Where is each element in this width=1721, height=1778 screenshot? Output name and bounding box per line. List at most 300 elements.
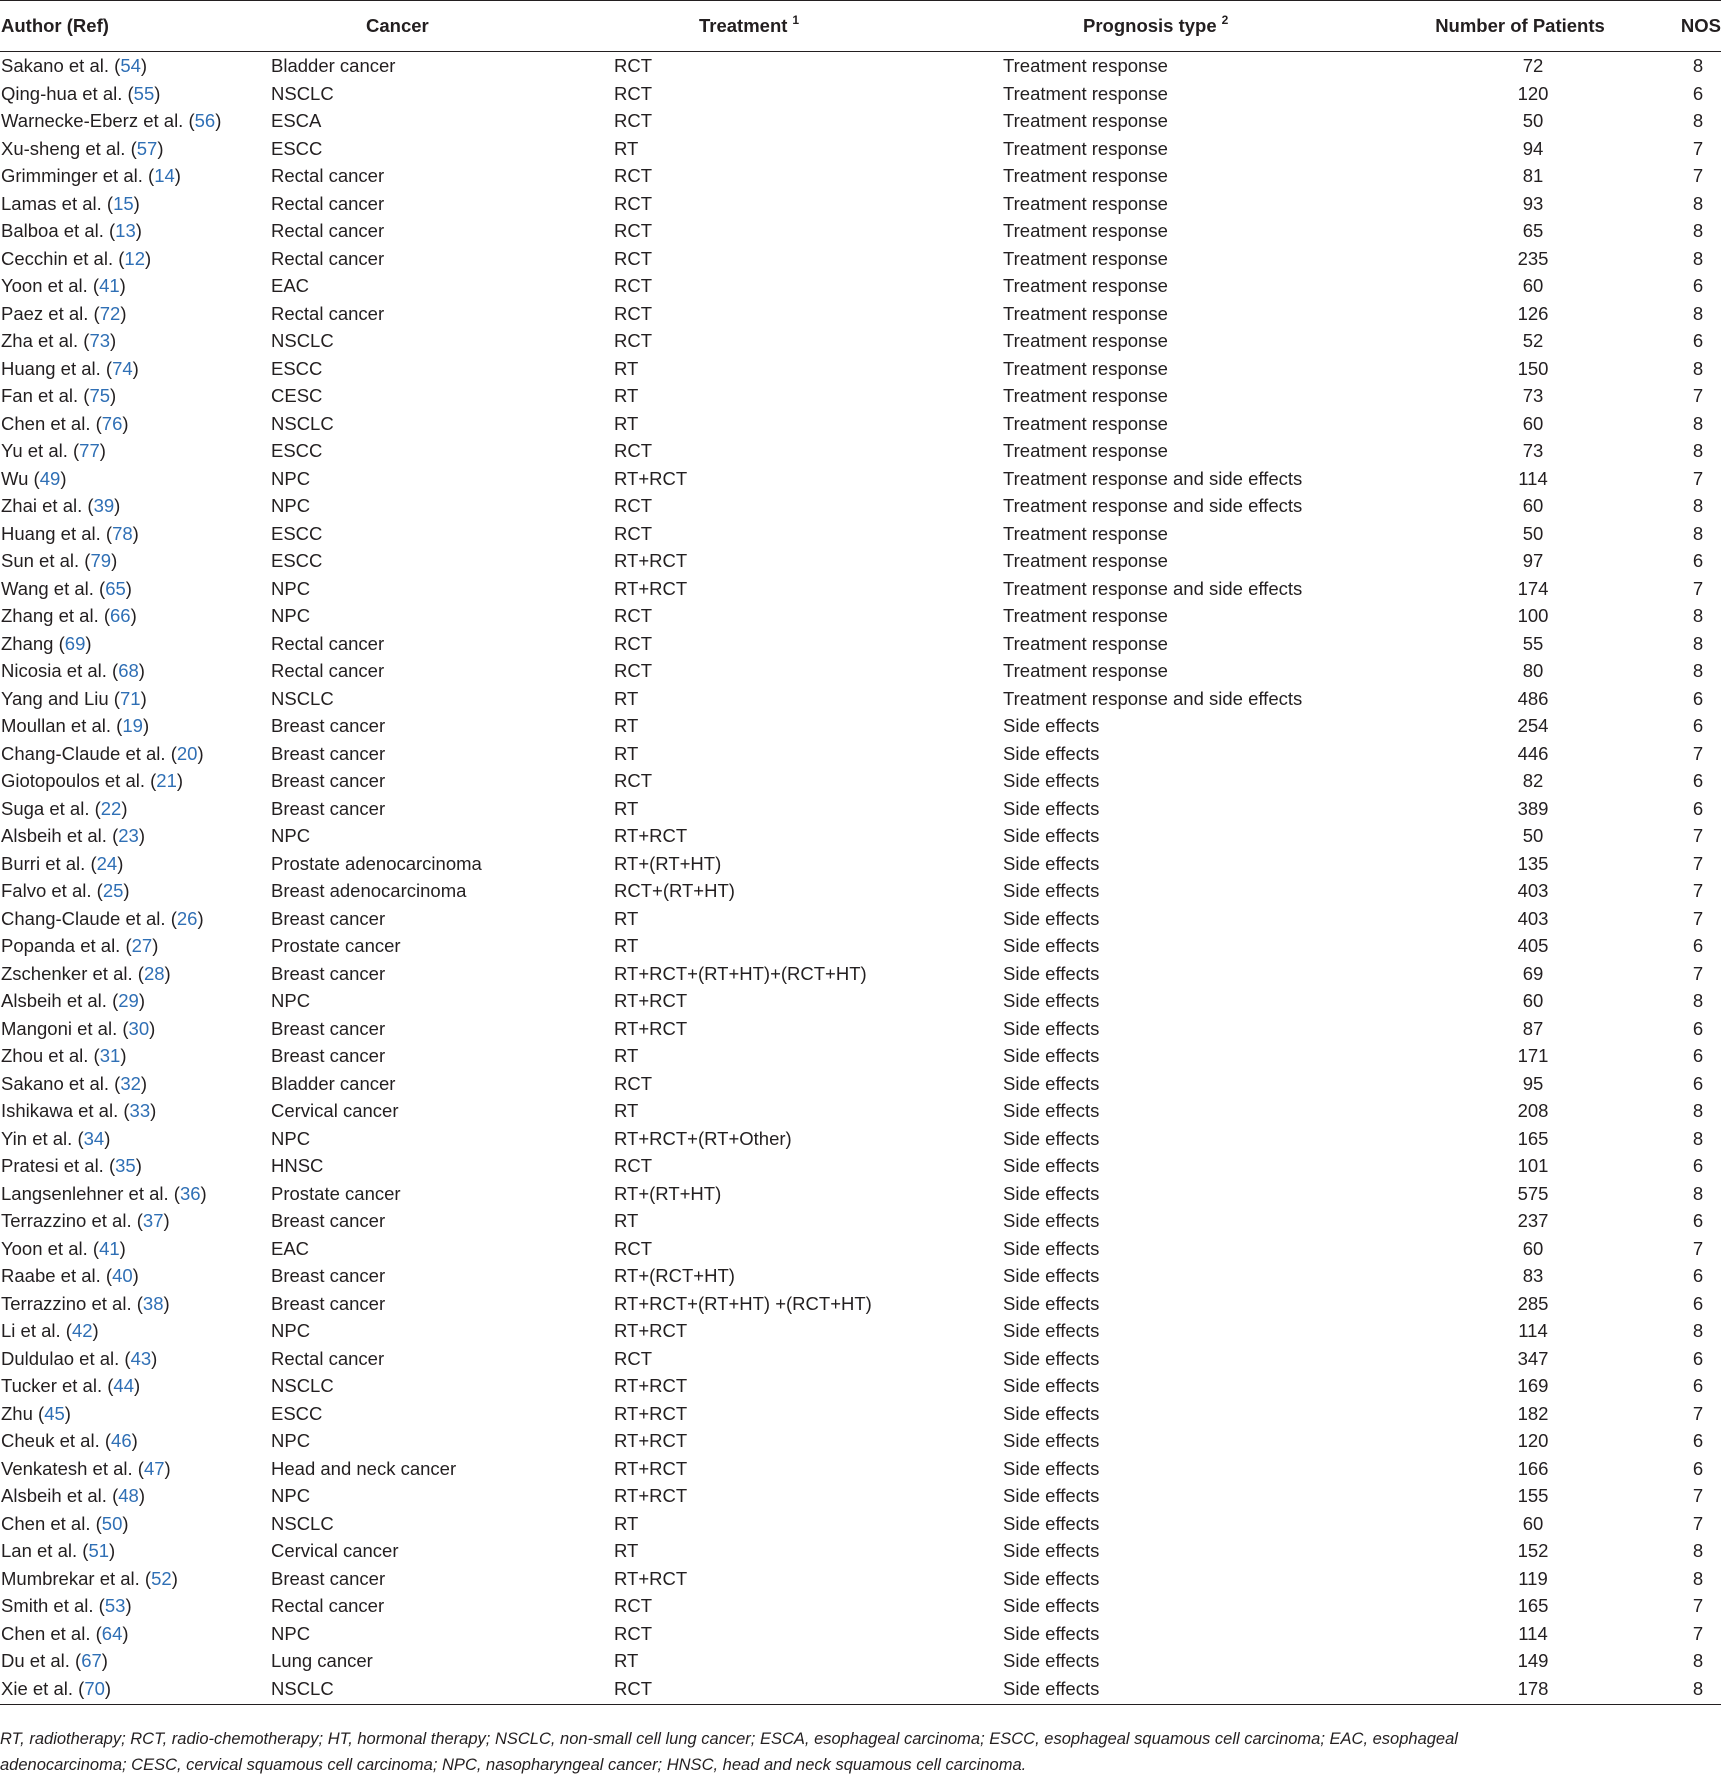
treatment-cell: RCT (614, 55, 653, 76)
reference-link[interactable]: 51 (88, 1540, 110, 1561)
table-row (0, 327, 1721, 355)
nos-score-cell: 7 (1692, 825, 1704, 846)
author-name: Zhu (1, 1402, 33, 1424)
author-name: Raabe et al. (1, 1265, 101, 1286)
prognosis-type-cell: Side effects (1003, 1457, 1100, 1479)
author-cell: Yu et al. (77) (1, 440, 106, 461)
treatment-cell: RCT (614, 1072, 653, 1094)
reference-link[interactable]: 34 (83, 1127, 105, 1149)
author-cell: Ishikawa et al. (33) (1, 1100, 157, 1121)
patients-count-cell: 135 (1517, 852, 1549, 874)
author-name: Zhai et al. (1, 495, 83, 516)
author-cell: Alsbeih et al. (23) (1, 825, 145, 846)
reference-link[interactable]: 79 (90, 550, 112, 571)
cancer-cell: NPC (271, 1127, 311, 1149)
treatment-cell: RT+RCT (614, 1375, 688, 1396)
nos-score-cell: 6 (1692, 935, 1704, 956)
author-name: Yu et al. (1, 440, 68, 461)
cancer-cell: Rectal cancer (271, 220, 385, 241)
patients-count-cell: 171 (1517, 1045, 1549, 1066)
cancer-cell: ESCC (271, 440, 323, 461)
prognosis-type-cell: Side effects (1003, 715, 1100, 736)
nos-score-cell: 8 (1692, 522, 1704, 544)
prognosis-type-cell: Side effects (1003, 1155, 1100, 1176)
nos-score-cell: 7 (1692, 742, 1704, 764)
patients-count-cell: 120 (1517, 82, 1549, 104)
reference-link[interactable]: 24 (96, 852, 118, 874)
cancer-cell: Rectal cancer (271, 1595, 385, 1616)
patients-count-cell: 166 (1517, 1457, 1549, 1479)
author-name: Paez et al. (1, 302, 89, 324)
treatment-footnote-marker: 1 (792, 13, 800, 27)
patients-count-cell: 101 (1517, 1155, 1549, 1176)
author-cell: Warnecke-Eberz et al. (56) (1, 110, 222, 131)
author-name: Falvo et al. (1, 880, 92, 901)
table-row (0, 135, 1721, 163)
nos-score-cell: 8 (1692, 1650, 1704, 1671)
patients-count-cell: 94 (1522, 137, 1544, 159)
author-cell: Smith et al. (53) (1, 1595, 132, 1616)
nos-score-cell: 8 (1692, 660, 1704, 681)
cancer-cell: EAC (271, 275, 310, 296)
author-name: Sakano et al. (1, 1072, 109, 1094)
reference-link[interactable]: 40 (112, 1265, 133, 1286)
author-name: Yoon et al. (1, 275, 88, 296)
table-row (0, 382, 1721, 410)
patients-count-cell: 155 (1517, 1485, 1549, 1506)
cancer-cell: ESCC (271, 137, 323, 159)
nos-score-cell: 7 (1692, 962, 1704, 984)
patients-count-cell: 486 (1517, 687, 1549, 709)
author-cell: Langsenlehner et al. (36) (1, 1182, 207, 1204)
author-cell: Terrazzino et al. (37) (1, 1210, 170, 1231)
prognosis-type-cell: Side effects (1003, 1622, 1100, 1644)
cancer-cell: ESCC (271, 357, 323, 379)
nos-score-cell: 7 (1692, 1595, 1704, 1616)
prognosis-type-cell: Treatment response (1003, 275, 1168, 296)
treatment-cell: RT (614, 1540, 639, 1561)
cancer-cell: Breast cancer (271, 715, 386, 736)
prognosis-type-cell: Side effects (1003, 1292, 1100, 1314)
table-row (0, 272, 1721, 300)
reference-link[interactable]: 54 (120, 55, 141, 76)
treatment-cell: RCT (614, 770, 653, 791)
cancer-cell: Prostate cancer (271, 935, 401, 956)
table-row (0, 190, 1721, 218)
author-cell: Xie et al. (70) (0, 1675, 271, 1705)
patients-count-cell: 182 (1517, 1402, 1549, 1424)
reference-link[interactable]: 37 (142, 1210, 164, 1231)
patients-count-cell: 65 (1522, 220, 1544, 241)
cancer-cell: Breast cancer (271, 907, 386, 929)
patients-count-cell: 52 (1522, 330, 1544, 351)
reference-link[interactable]: 48 (118, 1485, 139, 1506)
prognosis-type-cell: Side effects (1003, 1100, 1100, 1121)
cancer-cell: Rectal cancer (271, 660, 385, 681)
prognosis-type-cell: Side effects (1003, 852, 1100, 874)
author-name: Alsbeih et al. (1, 825, 107, 846)
author-cell: Zha et al. (73) (1, 330, 117, 351)
reference-link[interactable]: 14 (154, 165, 175, 186)
reference-link[interactable]: 43 (130, 1347, 152, 1369)
author-cell: Zhang (69) (1, 632, 92, 654)
header-prognosis-type: Prognosis type $^2$ (1003, 1, 1425, 52)
prognosis-type-cell: Side effects (1003, 1072, 1100, 1094)
prognosis-type-cell: Treatment response and side effects (1003, 687, 1303, 709)
cancer-cell: NPC (271, 605, 311, 626)
author-name: Ishikawa et al. (1, 1100, 119, 1121)
author-name: Zha et al. (1, 330, 79, 351)
cancer-cell: NSCLC (271, 1375, 334, 1396)
patients-count-cell: 50 (1522, 825, 1544, 846)
author-name: Cheuk et al. (1, 1430, 100, 1451)
reference-link[interactable]: 28 (143, 962, 165, 984)
author-name: Mumbrekar et al. (1, 1567, 140, 1589)
treatment-cell: RCT (614, 605, 653, 626)
author-cell: Lamas et al. (15) (1, 192, 140, 214)
treatment-cell: RCT (614, 110, 653, 131)
prognosis-type-cell: Treatment response and side effects (1003, 495, 1303, 516)
author-name: Xie et al. (1, 1678, 73, 1700)
author-name: Du et al. (1, 1650, 70, 1671)
author-name: Giotopoulos et al. (1, 770, 145, 791)
table-row (0, 547, 1721, 575)
author-name: Qing-hua et al. (1, 82, 123, 104)
cancer-cell: EAC (271, 1237, 310, 1259)
author-cell: Lan et al. (51) (1, 1540, 116, 1561)
table-row (0, 1510, 1721, 1538)
prognosis-type-cell: Treatment response (1003, 82, 1168, 104)
table-row (0, 300, 1721, 328)
prognosis-type-cell: Side effects (1003, 1402, 1100, 1424)
reference-link[interactable]: 70 (84, 1678, 105, 1700)
patients-count-cell: 208 (1517, 1100, 1549, 1121)
reference-link[interactable]: 53 (104, 1595, 126, 1616)
prognosis-type-cell: Treatment response (1003, 550, 1168, 571)
reference-link[interactable]: 46 (111, 1430, 132, 1451)
reference-link[interactable]: 57 (136, 137, 158, 159)
author-name: Xu-sheng et al. (1, 137, 126, 159)
reference-link[interactable]: 66 (110, 605, 131, 626)
author-cell: Pratesi et al. (35) (1, 1155, 142, 1176)
nos-score-cell: 8 (1692, 440, 1704, 461)
patients-count-cell: 73 (1522, 440, 1544, 461)
nos-score-cell: 6 (1692, 1347, 1704, 1369)
treatment-cell: RCT (614, 247, 653, 269)
author-cell: Sakano et al. (54) (1, 55, 148, 76)
reference-link[interactable]: 65 (105, 577, 126, 599)
reference-link[interactable]: 45 (44, 1402, 65, 1424)
patients-count-cell: 95 (1522, 1072, 1544, 1094)
nos-score-cell: 8 (1692, 55, 1704, 76)
reference-link[interactable]: 19 (122, 715, 143, 736)
table-row (0, 987, 1721, 1015)
nos-score-cell: 7 (1692, 1622, 1704, 1644)
treatment-cell: RT (614, 715, 639, 736)
prognosis-type-cell: Side effects (1003, 1512, 1100, 1534)
patients-count-cell: 73 (1522, 385, 1544, 406)
cancer-cell: Cervical cancer (271, 1540, 399, 1561)
nos-score-cell: 6 (1692, 1375, 1704, 1396)
table-row (0, 795, 1721, 823)
treatment-cell: RT (614, 1650, 639, 1671)
reference-link[interactable]: 22 (100, 797, 122, 819)
table-row (0, 575, 1721, 603)
author-cell: Mumbrekar et al. (52) (1, 1567, 178, 1589)
nos-score-cell: 8 (1692, 412, 1704, 434)
treatment-cell: RCT (614, 165, 653, 186)
author-cell: Alsbeih et al. (29) (1, 990, 145, 1011)
reference-link[interactable]: 56 (194, 110, 216, 131)
prognosis-type-cell: Side effects (1003, 1375, 1100, 1396)
patients-count-cell: 149 (1517, 1650, 1549, 1671)
author-name: Alsbeih et al. (1, 1485, 107, 1506)
table-row (0, 657, 1721, 685)
reference-link[interactable]: 29 (118, 990, 139, 1011)
cancer-cell: NPC (271, 495, 311, 516)
prognosis-type-cell: Side effects (1003, 1320, 1100, 1341)
cancer-cell: Breast cancer (271, 742, 386, 764)
cancer-cell: NSCLC (271, 330, 334, 351)
author-cell: Huang et al. (74) (1, 357, 139, 379)
patients-count-cell: 60 (1522, 275, 1544, 296)
patients-count-cell: 100 (1517, 605, 1549, 626)
table-header (0, 1, 1721, 52)
patients-count-cell: 87 (1522, 1017, 1544, 1039)
patients-count-cell: 60 (1522, 495, 1544, 516)
reference-link[interactable]: 73 (89, 330, 111, 351)
treatment-cell: RT+RCT (614, 467, 688, 489)
author-name: Zhang et al. (1, 605, 99, 626)
reference-link[interactable]: 49 (39, 467, 61, 489)
reference-link[interactable]: 64 (101, 1622, 123, 1644)
author-name: Zschenker et al. (1, 962, 133, 984)
reference-link[interactable]: 23 (118, 825, 139, 846)
reference-link[interactable]: 55 (133, 82, 155, 104)
reference-link[interactable]: 76 (101, 412, 123, 434)
reference-link[interactable]: 30 (128, 1017, 150, 1039)
patients-count-cell: 97 (1522, 550, 1544, 571)
reference-link[interactable]: 44 (113, 1375, 134, 1396)
treatment-cell: RT+RCT (614, 1320, 688, 1341)
prognosis-type-cell: Side effects (1003, 1127, 1100, 1149)
prognosis-type-cell: Side effects (1003, 1675, 1425, 1705)
author-name: Cecchin et al. (1, 247, 114, 269)
reference-link[interactable]: 31 (99, 1045, 121, 1066)
treatment-cell: RT+(RT+HT) (614, 852, 722, 874)
author-cell: Wu (49) (1, 467, 67, 489)
nos-score-cell: 8 (1615, 1675, 1721, 1705)
reference-link[interactable]: 38 (142, 1292, 164, 1314)
patients-count-cell: 114 (1518, 1320, 1548, 1341)
cancer-cell: NPC (271, 1430, 311, 1451)
table-row (0, 960, 1721, 988)
table-row (0, 1015, 1721, 1043)
reference-link[interactable]: 74 (112, 357, 133, 379)
reference-link[interactable]: 26 (176, 907, 198, 929)
treatment-cell: RT (614, 907, 639, 929)
cancer-cell: Breast cancer (271, 962, 386, 984)
cancer-cell: Breast cancer (271, 1265, 386, 1286)
reference-link[interactable]: 41 (99, 275, 120, 296)
author-cell: Burri et al. (24) (1, 852, 124, 874)
cancer-cell: NPC (271, 577, 311, 599)
prognosis-type-cell: Side effects (1003, 935, 1100, 956)
treatment-cell: RT+RCT (614, 1402, 688, 1424)
cancer-cell: Breast cancer (271, 1292, 386, 1314)
reference-link[interactable]: 21 (156, 770, 177, 791)
cancer-cell: NPC (271, 990, 311, 1011)
treatment-cell: RCT (614, 522, 653, 544)
author-cell: Zschenker et al. (28) (1, 962, 171, 984)
author-cell: Moullan et al. (19) (1, 715, 150, 736)
treatment-cell: RCT (614, 192, 653, 214)
prognosis-type-cell: Treatment response and side effects (1003, 577, 1303, 599)
author-name: Wu (1, 467, 29, 489)
author-name: Sun et al. (1, 550, 80, 571)
reference-link[interactable]: 77 (79, 440, 100, 461)
treatment-cell: RT (614, 385, 639, 406)
nos-score-cell: 6 (1692, 1210, 1704, 1231)
prognosis-type-cell: Treatment response (1003, 357, 1168, 379)
reference-link[interactable]: 15 (113, 192, 134, 214)
reference-link[interactable]: 78 (112, 522, 133, 544)
nos-score-cell: 6 (1692, 715, 1704, 736)
patients-count-cell: 60 (1522, 1237, 1544, 1259)
patients-count-cell: 120 (1517, 1430, 1549, 1451)
table-row (0, 1455, 1721, 1483)
nos-score-cell: 8 (1692, 1100, 1704, 1121)
treatment-cell: RT (614, 1512, 639, 1534)
author-cell: Yin et al. (34) (1, 1127, 111, 1149)
nos-score-cell: 7 (1692, 852, 1704, 874)
treatment-cell: RCT (614, 220, 653, 241)
cancer-cell: Rectal cancer (271, 632, 385, 654)
reference-link[interactable]: 50 (101, 1512, 123, 1534)
author-name: Tucker et al. (1, 1375, 103, 1396)
treatment-cell: RCT (614, 632, 653, 654)
author-name: Yoon et al. (1, 1237, 88, 1259)
author-name: Balboa et al. (1, 220, 104, 241)
patients-count-cell: 50 (1522, 522, 1544, 544)
author-cell: Mangoni et al. (30) (1, 1017, 156, 1039)
reference-link[interactable]: 71 (119, 687, 141, 709)
reference-link[interactable]: 32 (120, 1072, 141, 1094)
reference-link[interactable]: 39 (93, 495, 115, 516)
patients-count-cell: 83 (1522, 1265, 1544, 1286)
patients-count-cell: 114 (1518, 467, 1548, 489)
cancer-cell: ESCC (271, 522, 323, 544)
author-name: Nicosia et al. (1, 660, 107, 681)
cancer-cell: NSCLC (271, 82, 334, 104)
table-row (0, 410, 1721, 438)
author-name: Pratesi et al. (1, 1155, 104, 1176)
table-row (0, 1537, 1721, 1565)
treatment-cell: RT (614, 137, 639, 159)
author-cell: Duldulao et al. (43) (1, 1347, 158, 1369)
table-row (0, 520, 1721, 548)
reference-link[interactable]: 25 (102, 880, 124, 901)
cancer-cell: Breast adenocarcinoma (271, 880, 467, 901)
header-row (0, 1, 1721, 52)
reference-link[interactable]: 69 (64, 632, 86, 654)
table-row (0, 740, 1721, 768)
nos-score-cell: 6 (1692, 1072, 1704, 1094)
reference-link[interactable]: 27 (131, 935, 153, 956)
cancer-cell: Rectal cancer (271, 302, 385, 324)
nos-score-cell: 6 (1692, 687, 1704, 709)
table-row (0, 355, 1721, 383)
patients-count-cell: 389 (1517, 797, 1549, 819)
table-row (0, 877, 1721, 905)
author-name: Lamas et al. (1, 192, 102, 214)
reference-link[interactable]: 35 (115, 1155, 136, 1176)
treatment-cell: RCT (614, 495, 653, 516)
reference-link[interactable]: 47 (143, 1457, 165, 1479)
author-cell: Xu-sheng et al. (57) (1, 137, 164, 159)
author-cell: Yoon et al. (41) (1, 1237, 126, 1259)
nos-score-cell: 8 (1692, 247, 1704, 269)
author-name: Li et al. (1, 1320, 61, 1341)
table-row (0, 1372, 1721, 1400)
reference-link[interactable]: 12 (124, 247, 145, 269)
nos-score-cell: 8 (1692, 1540, 1704, 1561)
reference-link[interactable]: 36 (179, 1182, 201, 1204)
table-footnote: RT, radiotherapy; RCT, radio-chemotherapy; HT, hormonal therapy; NSCLC, non-small cell lung cancer; ESCA, esophageal carcinoma; ESCC, esophageal squamous cell carcinoma; EAC, esophageal adenocarcinoma; CESC, cervical squamous cell carcinoma; NPC, nasopharyngeal cancer; HNSC, head and neck squamous cell carcinoma. (0, 1730, 1458, 1774)
reference-link[interactable]: 13 (115, 220, 136, 241)
nos-score-cell: 6 (1692, 275, 1704, 296)
table-row (0, 1647, 1721, 1675)
author-cell: Balboa et al. (13) (1, 220, 142, 241)
nos-score-cell: 6 (1692, 1265, 1704, 1286)
table-row (0, 1675, 1721, 1705)
prognosis-type-cell: Side effects (1003, 990, 1100, 1011)
header-cancer: Cancer (271, 1, 614, 52)
cancer-cell: Prostate cancer (271, 1182, 401, 1204)
reference-link[interactable]: 41 (99, 1237, 120, 1259)
reference-link[interactable]: 67 (81, 1650, 102, 1671)
reference-link[interactable]: 42 (71, 1320, 93, 1341)
author-cell: Popanda et al. (27) (1, 935, 159, 956)
prognosis-type-cell: Treatment response (1003, 440, 1168, 461)
nos-score-cell: 8 (1692, 220, 1704, 241)
patients-count-cell: 81 (1522, 165, 1544, 186)
prognosis-type-cell: Treatment response (1003, 385, 1168, 406)
reference-link[interactable]: 75 (89, 385, 111, 406)
patients-count-cell: 254 (1517, 715, 1549, 736)
treatment-cell: RT (614, 412, 639, 434)
treatment-cell: RT (614, 797, 639, 819)
treatment-cell: RT+(RCT+HT) (614, 1265, 735, 1286)
table-row (0, 1097, 1721, 1125)
author-cell: Yang and Liu (71) (1, 687, 147, 709)
author-name: Venkatesh et al. (1, 1457, 133, 1479)
nos-score-cell: 7 (1692, 1485, 1704, 1506)
reference-link[interactable]: 33 (129, 1100, 151, 1121)
table-row (0, 1427, 1721, 1455)
reference-link[interactable]: 68 (118, 660, 139, 681)
prognosis-type-cell: Treatment response (1003, 247, 1168, 269)
reference-link[interactable]: 20 (176, 742, 198, 764)
nos-score-cell: 6 (1692, 1457, 1704, 1479)
prognosis-type-cell: Side effects (1003, 1430, 1100, 1451)
patients-count-cell: 55 (1522, 632, 1544, 654)
patients-count-cell: 405 (1517, 935, 1549, 956)
header-treatment: Treatment $^1$ (614, 1, 1003, 52)
reference-link[interactable]: 52 (151, 1567, 172, 1589)
reference-link[interactable]: 72 (99, 302, 121, 324)
author-name: Mangoni et al. (1, 1017, 118, 1039)
